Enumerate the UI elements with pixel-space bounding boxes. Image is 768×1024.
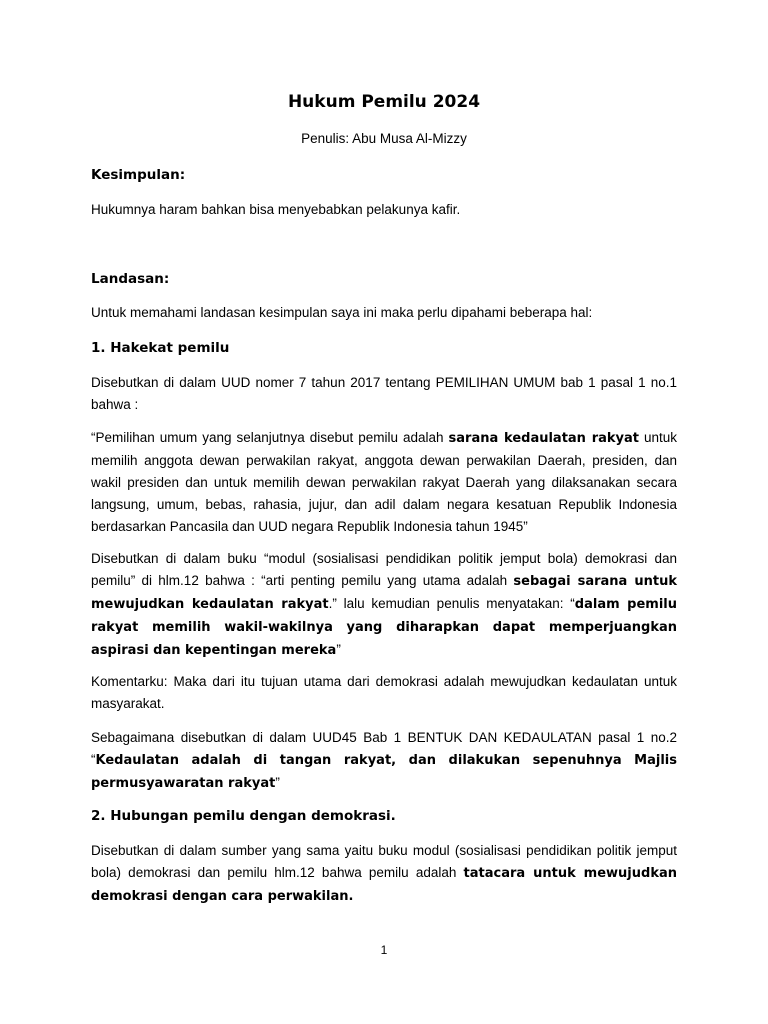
landasan-intro: Untuk memahami landasan kesimpulan saya ini maka perlu dipahami beberapa hal: (91, 305, 593, 320)
p5-text-post: ” (275, 775, 280, 790)
p3-text-mid: .” lalu kemudian penulis menyatakan: “ (328, 596, 575, 611)
s2p1-bold: tatacara untuk mewujudkan demokrasi dengan cara perwakilan. (91, 866, 677, 904)
quote-text-pre: “Pemilihan umum yang selanjutnya disebut pemilu adalah (91, 430, 449, 445)
quote-text-post: untuk memilih anggota dewan perwakilan rakyat, anggota dewan perwakilan Daerah, presiden, dan wakil presiden dan untuk memilih dewan perwakilan rakyat Daerah yang dilaksanakan secara langsung, umum, bebas, rahasia, jujur, dan adil dalam negara kesatuan Republik Indonesia berdasarkan Pancasila dan UUD negara Republik Indonesia tahun 1945” (91, 430, 677, 534)
section1-paragraph-1: Disebutkan di dalam UUD nomer 7 tahun 2017 tentang PEMILIHAN UMUM bab 1 pasal 1 no.1 bahwa : (91, 375, 677, 412)
section1-paragraph-5 (91, 727, 677, 795)
s2p1-text-pre: Disebutkan di dalam sumber yang sama yaitu buku modul (sosialisasi pendidikan politik jemput bola) demokrasi dan pemilu hlm.12 bahwa pemilu adalah (91, 843, 677, 880)
p5-text-pre: Sebagaimana disebutkan di dalam UUD45 Bab 1 BENTUK DAN KEDAULATAN pasal 1 no.2 “ (91, 730, 677, 767)
section1-quote (91, 427, 677, 538)
p3-text-pre: Disebutkan di dalam buku “modul (sosialisasi pendidikan politik jemput bola) demokrasi dan pemilu” di hlm.12 bahwa : “arti penting pemilu yang utama adalah (91, 551, 677, 588)
document-title: Hukum Pemilu 2024 (287, 92, 481, 112)
p3-bold-2: dalam pemilu rakyat memilih wakil-wakilnya yang diharapkan dapat memperjuangkan aspirasi dan kepentingan mereka (91, 597, 678, 658)
p5-bold: Kedaulatan adalah di tangan rakyat, dan dilakukan sepenuhnya Majlis permusyawaratan rakyat (91, 753, 677, 791)
author-line: Penulis: Abu Musa Al-Mizzy (301, 131, 467, 146)
landasan-heading: Landasan: (91, 271, 170, 287)
section2-heading: 2. Hubungan pemilu dengan demokrasi. (91, 808, 396, 824)
komentar-paragraph: Komentarku: Maka dari itu tujuan utama dari demokrasi adalah mewujudkan kedaulatan untuk masyarakat. (91, 674, 677, 711)
p3-text-post: ” (336, 642, 341, 657)
p3-bold-1: sebagai sarana untuk mewujudkan kedaulatan rakyat (91, 574, 677, 612)
section2-paragraph-1 (91, 840, 677, 908)
page-number: 1 (380, 943, 388, 957)
kesimpulan-text: Hukumnya haram bahkan bisa menyebabkan pelakunya kafir. (91, 202, 461, 217)
kesimpulan-heading: Kesimpulan: (91, 167, 186, 183)
section1-paragraph-3 (91, 548, 677, 662)
section1-heading: 1. Hakekat pemilu (91, 340, 230, 356)
quote-bold: sarana kedaulatan rakyat (448, 431, 639, 446)
